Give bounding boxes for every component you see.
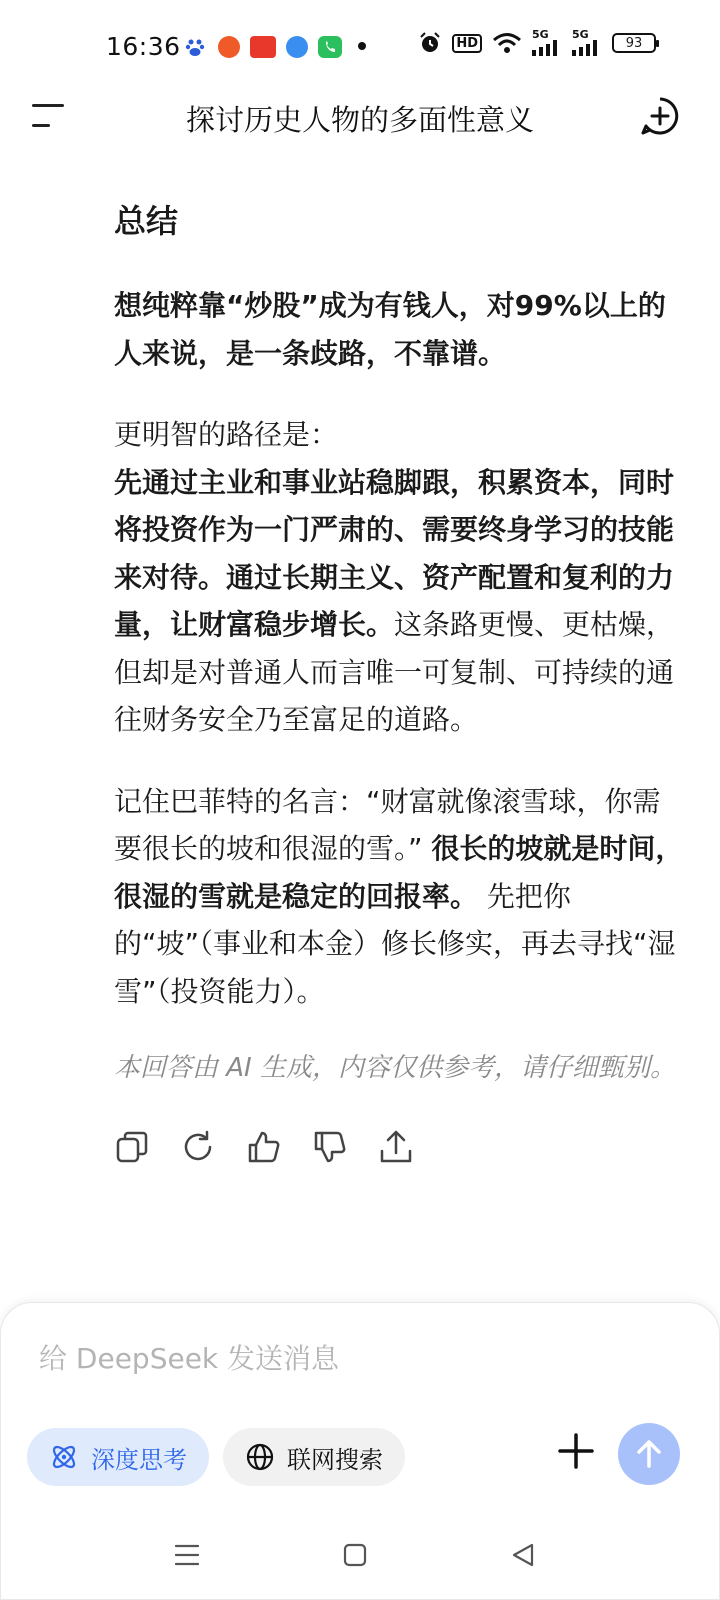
baidu-icon [184,36,206,58]
home-button[interactable] [340,1540,370,1570]
web-search-label: 联网搜索 [287,1445,383,1474]
message-input[interactable]: 给 DeepSeek 发送消息 [39,1342,340,1375]
attach-button[interactable] [556,1431,596,1471]
assistant-message [114,178,684,1165]
web-search-toggle[interactable] [223,1428,405,1486]
plus-icon [556,1431,596,1471]
atom-icon [49,1442,79,1472]
hd-icon [452,34,482,53]
paragraph-2-bold: 先通过主业和事业站稳脚跟，积累资本，同时将投资作为一门严肃的、需要终身学习的技能来对待。通过长期主义、资产配置和复利的力量，让财富稳步增长。 [114,465,675,641]
message-actions [114,1129,684,1165]
phone-icon [318,36,342,58]
more-dot-icon [358,42,366,50]
new-chat-icon [640,96,680,136]
battery-icon [612,33,656,53]
paragraph-2 [114,411,684,744]
copy-button[interactable] [114,1129,150,1165]
new-chat-button[interactable] [640,96,680,136]
regenerate-button[interactable] [180,1129,216,1165]
paragraph-2-rest: 这条路更慢、更枯燥，但却是对普通人而言唯一可复制、可持续的通往财务安全乃至富足的道路。 [114,608,675,736]
paragraph-1: 想纯粹靠“炒股”成为有钱人，对99%以上的人来说，是一条歧路，不靠谱。 [114,289,666,370]
share-button[interactable] [378,1129,414,1165]
dislike-button[interactable] [312,1129,348,1165]
system-navigation-bar [0,1530,720,1590]
deep-think-toggle[interactable] [27,1428,209,1486]
paragraph-3-rest: 先把你的“坡”（事业和本金）修长修实，再去寻找“湿雪”（投资能力）。 [114,879,676,1008]
alarm-icon [418,31,442,55]
thumbs-down-icon [312,1129,348,1165]
refresh-icon [180,1129,216,1165]
signal-icon-2 [572,30,602,56]
toutiao-icon [250,36,276,58]
status-indicators [418,30,656,56]
battery-level: 93 [625,35,643,51]
signal-icon-1 [532,30,562,56]
copy-icon [114,1129,150,1165]
share-icon [378,1129,414,1165]
paragraph-3-lead: 记住巴菲特的名言：“财富就像滚雪球，你需要很长的坡和很湿的雪。” [114,784,661,865]
back-triangle-icon [508,1540,538,1570]
arrow-up-icon [632,1437,666,1471]
app-notification-icon [218,36,240,58]
section-heading: 总结 [114,202,179,240]
back-button[interactable] [508,1540,538,1570]
network-label-2: 5G [572,28,589,41]
recent-apps-button[interactable] [172,1540,202,1570]
browser-icon [286,36,308,58]
square-icon [340,1540,370,1570]
status-time: 16:36 [106,32,181,61]
conversation-title[interactable]: 探讨历史人物的多面性意义 [185,103,534,137]
thumbs-up-icon [246,1129,282,1165]
hd-label: HD [456,35,478,51]
globe-icon [245,1442,275,1472]
wifi-icon [492,32,522,54]
menu-lines-icon [172,1540,202,1570]
ai-disclaimer: 本回答由 AI 生成，内容仅供参考，请仔细甄别。 [114,1053,676,1083]
deep-think-label: 深度思考 [91,1445,187,1474]
like-button[interactable] [246,1129,282,1165]
paragraph-2-lead: 更明智的路径是： [114,418,339,451]
paragraph-3-bold: 很长的坡就是时间，很湿的雪就是稳定的回报率。 [114,832,684,913]
chat-header [0,80,720,156]
network-label-1: 5G [532,28,549,41]
paragraph-3 [114,778,684,1016]
send-button[interactable] [618,1423,680,1485]
